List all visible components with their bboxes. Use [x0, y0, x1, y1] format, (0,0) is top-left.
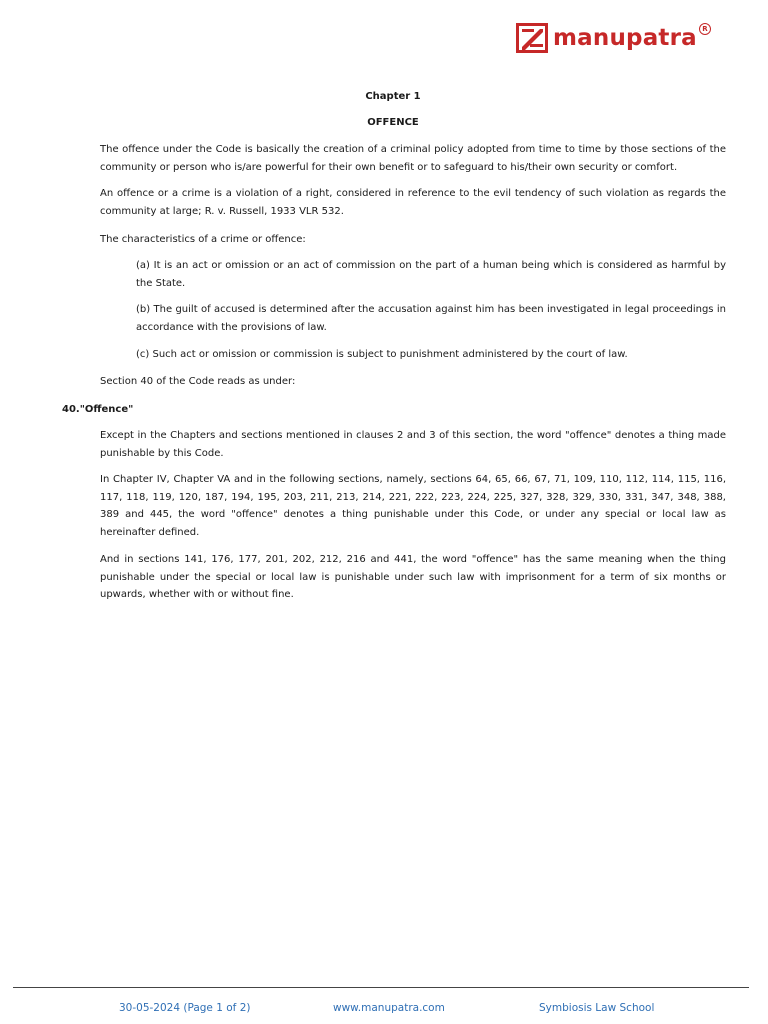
paragraph-3: The characteristics of a crime or offence: [100, 234, 306, 245]
section-heading: 40."Offence" [62, 404, 134, 415]
section-paragraph-2: In Chapter IV, Chapter VA and in the following sections, namely, sections 64, 65, 66, 67, 71, 109, 110, 112, 114, 115, 116, 117, 118, 119, 120, 187, 194, 195, 203, 211, 213, 214, 221, 222, 223, 224, 225, 327, 328, 329, 330, 331, 347, 348, 388, 389 and 445, the word "offence" denotes a thing punishable under this Code, or under any special or local law as hereinafter defined. [100, 474, 726, 538]
footer-institution: Symbiosis Law School [539, 1002, 655, 1014]
manupatra-logo [516, 21, 708, 55]
registered-mark: R [699, 23, 711, 35]
section-paragraph-1: Except in the Chapters and sections mentioned in clauses 2 and 3 of this section, the word "offence" denotes a thing made punishable by this Code. [100, 430, 726, 459]
manupatra-logo-icon [516, 23, 548, 53]
footer-date-page: 30-05-2024 (Page 1 of 2) [119, 1002, 251, 1014]
brand-name: manupatra [553, 25, 697, 51]
characteristic-b: (b) The guilt of accused is determined after the accusation against him has been investigated in legal proceedings in accordance with the provisions of law. [136, 304, 726, 333]
section-intro: Section 40 of the Code reads as under: [100, 376, 296, 387]
characteristic-a: (a) It is an act or omission or an act of commission on the part of a human being which is considered as harmful by the State. [136, 260, 726, 289]
footer-website-link[interactable]: www.manupatra.com [333, 1002, 445, 1014]
chapter-label: Chapter 1 [365, 91, 421, 102]
paragraph-1: The offence under the Code is basically the creation of a criminal policy adopted from time to time by those sections of the community or person who is/are powerful for their own benefit or to safeguard to his/their own security or comfort. [100, 144, 726, 173]
paragraph-2: An offence or a crime is a violation of a right, considered in reference to the evil tendency of such violation as regards the community at large; R. v. Russell, 1933 VLR 532. [100, 188, 726, 217]
section-paragraph-3: And in sections 141, 176, 177, 201, 202, 212, 216 and 441, the word "offence" has the same meaning when the thing punishable under the special or local law is punishable under such law with imprisonment for a term of six months or upwards, whether with or without fine. [100, 554, 726, 600]
document-title: OFFENCE [367, 117, 419, 128]
characteristic-c: (c) Such act or omission or commission is subject to punishment administered by the court of law. [136, 349, 628, 360]
footer-divider [13, 987, 749, 988]
